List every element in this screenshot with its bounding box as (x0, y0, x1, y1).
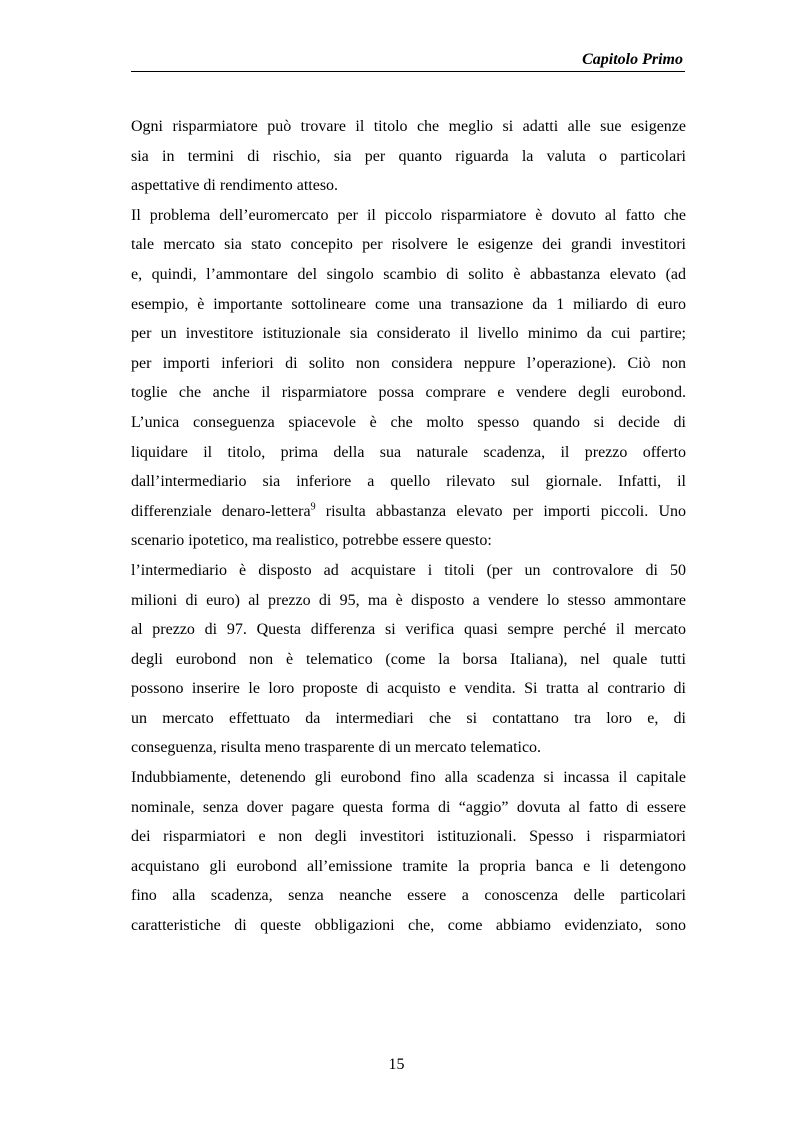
text-line: toglie che anche il risparmiatore possa comprare e vendere degli eurobond. (131, 384, 686, 402)
text-line: esempio, è importante sottolineare come una transazione da 1 miliardo di euro (131, 295, 686, 313)
text-line: un mercato effettuato da intermediari che si contattano tra loro e, di (131, 709, 686, 727)
body-text (131, 112, 686, 941)
text-line: fino alla scadenza, senza neanche essere a conoscenza delle particolari (131, 887, 686, 905)
text-line: nominale, senza dover pagare questa forma di “aggio” dovuta al fatto di essere (131, 798, 686, 816)
text-line: al prezzo di 97. Questa differenza si verifica quasi sempre perché il mercato (131, 621, 686, 639)
text-line-with-footnote (131, 497, 686, 527)
running-header-chapter-title: Capitolo Primo (582, 51, 683, 68)
paragraph-4 (131, 763, 686, 941)
page-number: 15 (388, 1056, 405, 1073)
text-line: conseguenza, risulta meno trasparente di un mercato telematico. (131, 739, 542, 757)
text-line: e, quindi, l’ammontare del singolo scambio di solito è abbastanza elevato (ad (131, 265, 686, 283)
text-line: Il problema dell’euromercato per il piccolo risparmiatore è dovuto al fatto che (131, 206, 686, 224)
text-line: milioni di euro) al prezzo di 95, ma è disposto a vendere lo stesso ammontare (131, 591, 686, 609)
text-line: Indubbiamente, detenendo gli eurobond fino alla scadenza si incassa il capitale (131, 769, 686, 787)
paragraph-3 (131, 556, 686, 763)
text-line: dei risparmiatori e non degli investitori istituzionali. Spesso i risparmiatori (131, 828, 686, 846)
text-line: dall’intermediario sia inferiore a quello rilevato sul giornale. Infatti, il (131, 473, 686, 491)
text-segment: risulta abbastanza elevato per importi piccoli. Uno (315, 502, 686, 520)
text-line: L’unica conseguenza spiacevole è che molto spesso quando si decide di (131, 413, 686, 431)
text-line: degli eurobond non è telematico (come la borsa Italiana), nel quale tutti (131, 650, 686, 668)
paragraph-1 (131, 112, 686, 201)
text-line: per un investitore istituzionale sia considerato il livello minimo da cui partire; (131, 325, 686, 343)
text-line: caratteristiche di queste obbligazioni che, come abbiamo evidenziato, sono (131, 917, 686, 935)
text-line: per importi inferiori di solito non considera neppure l’operazione). Ciò non (131, 354, 686, 372)
text-line: liquidare il titolo, prima della sua naturale scadenza, il prezzo offerto (131, 443, 686, 461)
text-line: aspettative di rendimento atteso. (131, 177, 339, 195)
text-line: tale mercato sia stato concepito per risolvere le esigenze dei grandi investitori (131, 236, 686, 254)
text-segment: differenziale denaro-lettera (131, 502, 311, 520)
text-line: sia in termini di rischio, sia per quanto riguarda la valuta o particolari (131, 147, 686, 165)
text-line: Ogni risparmiatore può trovare il titolo che meglio si adatti alle sue esigenze (131, 118, 686, 135)
text-line: acquistano gli eurobond all’emissione tramite la propria banca e li detengono (131, 857, 686, 875)
footnote-reference[interactable]: 9 (310, 501, 316, 513)
text-line: l’intermediario è disposto ad acquistare i titoli (per un controvalore di 50 (131, 561, 686, 579)
text-line: possono inserire le loro proposte di acquisto e vendita. Si tratta al contrario di (131, 680, 686, 698)
header-rule (131, 71, 685, 72)
paragraph-2 (131, 201, 686, 556)
text-line: scenario ipotetico, ma realistico, potrebbe essere questo: (131, 532, 492, 550)
